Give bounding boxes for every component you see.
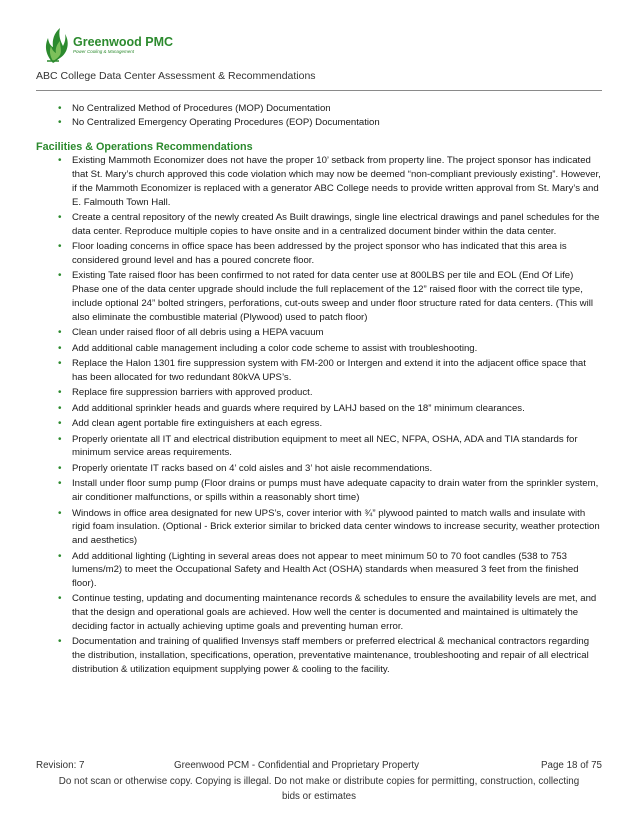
revision-label: Revision: 7 <box>36 760 85 771</box>
header-divider <box>36 90 602 91</box>
page-header <box>36 24 602 82</box>
list-item: • Windows in office area designated for new UPS’s, cover interior with ¾” plywood painted to match walls and insulate with rigid foam insulation. (Optional - Brick exterior similar to bricked data center windows to increase security, weather protection and aesthetics) <box>72 507 602 548</box>
list-item: • Properly orientate IT racks based on 4’ cold aisles and 3’ hot aisle recommendations. <box>72 462 602 476</box>
document-title: ABC College Data Center Assessment & Recommendations <box>36 70 316 82</box>
recommendations-list <box>72 154 602 676</box>
list-item: • Replace the Halon 1301 fire suppression system with FM-200 or Intergen and extend it into the adjacent office space that has been allocated for two redundant 80kVA UPS’s. <box>72 357 602 384</box>
copy-notice: Do not scan or otherwise copy. Copying is illegal. Do not make or distribute copies for permitting, construction, collecting bids or estimates <box>58 776 580 802</box>
company-logo <box>36 24 602 66</box>
list-item: • Floor loading concerns in office space has been addressed by the project sponsor who has indicated that this area is considered ground level and has a poured concrete floor. <box>72 240 602 267</box>
list-item: • Continue testing, updating and documenting maintenance records & schedules to ensure the availability levels are met, and that the design and operational goals are achieved. How well the center is documented and maintained is ultimately the deciding factor in actually achieving uptime goals and preventing human error. <box>72 592 602 633</box>
list-item: • Create a central repository of the newly created As Built drawings, single line electrical drawings and panel schedules for the data center. Reproduce multiple copies to have onsite and in a centralized document binder within the data center. <box>72 211 602 238</box>
page-footer <box>36 760 602 804</box>
list-item: • Replace fire suppression barriers with approved product. <box>72 386 602 400</box>
list-item: • Existing Tate raised floor has been confirmed to not rated for data center use at 800LBS per tile and EOL (End Of Life) Phase one of the data center upgrade should include the full replacement of the 12” raised floor with the correct tile type, include optional 24” bolted stringers, perforations, cut-outs sweep and under floor structure rated for data centers. (This will also eliminate the combustible material (Plywood) used to patch floor) <box>72 269 602 324</box>
confidentiality-label: Greenwood PCM - Confidential and Proprietary Property <box>174 760 420 771</box>
list-item: • Existing Mammoth Economizer does not have the proper 10’ setback from property line. The project sponsor has indicated that St. Mary’s church approved this code violation which may now be deemed “non-compliant previously existing”. However, if the Mammoth Economizer is replaced with a generator ABC College needs to provide written approval from St. Mary’s and E. Falmouth Town Hall. <box>72 154 602 209</box>
list-item: • Documentation and training of qualified Invensys staff members or preferred electrical & mechanical contractors regarding the distribution, installation, specifications, operation, preventative maintenance, troubleshooting and repair of all electrical distribution & utilization equipment supplying power & cooling to the facility. <box>72 635 602 676</box>
list-item: • Add additional lighting (Lighting in several areas does not appear to meet minimum 50 to 70 foot candles (538 to 753 lumens/m2) to meet the Occupational Safety and Health Act (OSHA) standards when measured 3 feet from the finished floor). <box>72 550 602 591</box>
documentation-gaps-list <box>72 102 606 129</box>
page-body <box>36 102 606 678</box>
logo-name: Greenwood PMC <box>73 35 174 49</box>
list-item: • Add additional sprinkler heads and guards where required by LAHJ based on the 18” minimum clearances. <box>72 402 602 416</box>
flame-tree-icon <box>36 25 70 65</box>
list-item: • Properly orientate all IT and electrical distribution equipment to meet all NEC, NFPA, OSHA, ADA and TIA standards for minimum service areas requirements. <box>72 433 602 460</box>
list-item: • Clean under raised floor of all debris using a HEPA vacuum <box>72 326 602 340</box>
logo-tagline: Power Cooling & Management <box>73 48 135 54</box>
list-item: • Add additional cable management including a color code scheme to assist with troubleshooting. <box>72 342 602 356</box>
list-item: • Install under floor sump pump (Floor drains or pumps must have adequate capacity to drain water from the sprinkler system, air conditioner malfunctions, or spills within a reasonably short time) <box>72 477 602 504</box>
section-heading: Facilities & Operations Recommendations <box>36 141 253 154</box>
list-item: • Add clean agent portable fire extinguishers at each egress. <box>72 417 602 431</box>
list-item: • No Centralized Method of Procedures (MOP) Documentation <box>72 102 606 116</box>
page-number: Page 18 of 75 <box>540 760 602 771</box>
list-item: • No Centralized Emergency Operating Procedures (EOP) Documentation <box>72 116 606 130</box>
